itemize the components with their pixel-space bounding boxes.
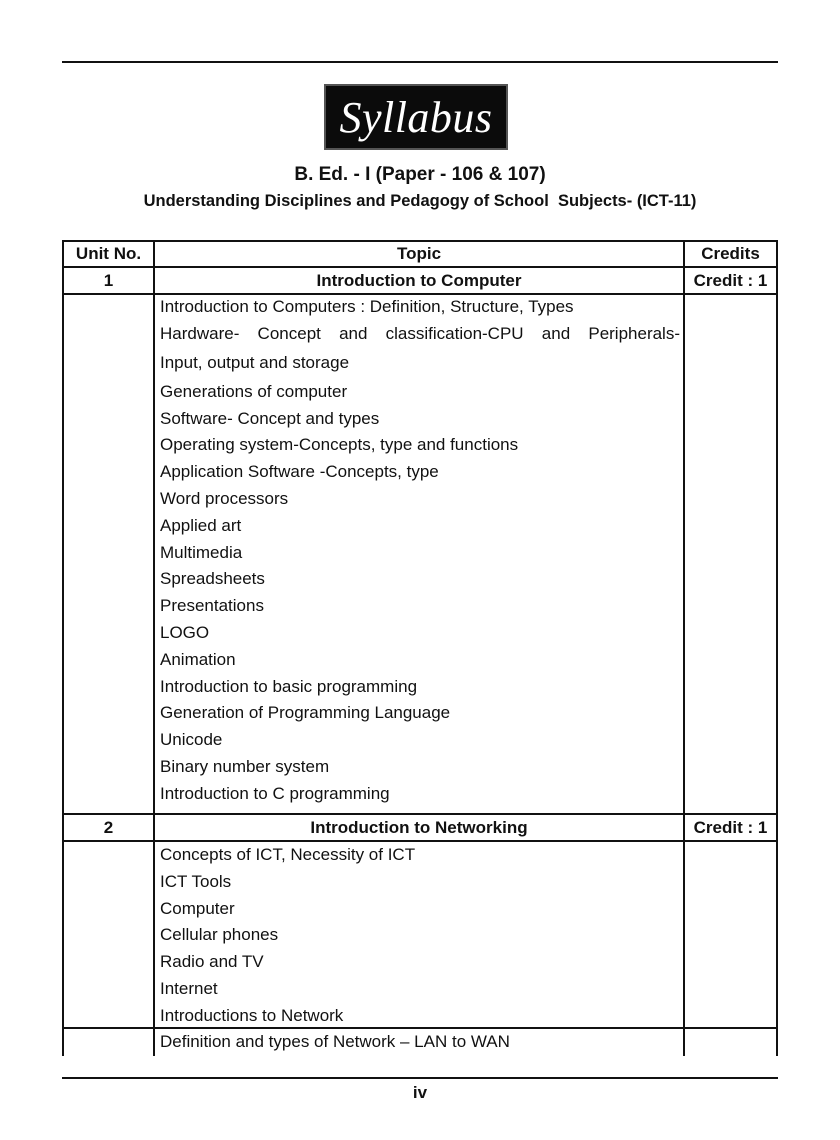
top-rule	[62, 61, 778, 63]
subtopic-item: Internet	[160, 978, 218, 998]
subtopic-item: Concepts of ICT, Necessity of ICT	[160, 845, 416, 864]
subtopic-item: Generation of Programming Language	[160, 703, 451, 723]
subtopic-item: Introduction to Computers : Definition, Structure, Types	[160, 297, 574, 316]
unit-2-topic: Introduction to Networking	[310, 818, 528, 837]
page-number: iv	[412, 1083, 428, 1102]
subtopic-line: Input, output and storage	[160, 352, 350, 372]
subtopic-item: Applied art	[160, 515, 242, 535]
subtopic-item: Introduction to basic programming	[160, 676, 418, 696]
unit-2-number: 2	[103, 818, 114, 837]
subtopic-item: Computer	[160, 898, 235, 918]
subtopic-item: Application Software -Concepts, type	[160, 462, 439, 482]
subtopic-item: Cellular phones	[160, 925, 279, 945]
subtopic-item: Introduction to C programming	[160, 783, 390, 803]
unit-2-credits: Credit : 1	[693, 818, 768, 837]
subtopic-item: Word processors	[160, 488, 289, 508]
bottom-rule	[62, 1077, 778, 1079]
subtopic-item: Multimedia	[160, 542, 243, 562]
subtopic-item: ICT Tools	[160, 871, 232, 891]
unit-1-number: 1	[103, 271, 114, 290]
subtopic-item: Spreadsheets	[160, 569, 265, 589]
subtopic-item: Presentations	[160, 596, 264, 616]
unit-1-topic: Introduction to Computer	[316, 271, 522, 290]
subtopic-item: Operating system-Concepts, type and functions	[160, 435, 519, 455]
header-unit-no: Unit No.	[75, 244, 142, 263]
subtopic-item: Software- Concept and types	[160, 408, 380, 428]
subtopic-item: Definition and types of Network – LAN to WAN	[160, 1032, 510, 1051]
course-title: B. Ed. - I (Paper - 106 & 107)	[294, 164, 546, 185]
syllabus-logo	[324, 84, 508, 150]
syllabus-table	[62, 240, 778, 1056]
subtopic-item: Unicode	[160, 730, 223, 750]
logo-text: Syllabus	[339, 92, 493, 142]
unit-1-subtopics	[160, 294, 680, 808]
subtopic-item: Introductions to Network	[160, 1005, 344, 1025]
subtopic-line: Hardware- Concept and classification-CPU and Peripherals-	[160, 323, 680, 343]
header-credits: Credits	[701, 244, 760, 263]
subtopic-item: Binary number system	[160, 756, 330, 776]
subtopic-item: Animation	[160, 649, 236, 669]
unit-1-credits: Credit : 1	[693, 271, 768, 290]
subtopic-item: LOGO	[160, 622, 210, 642]
course-subtitle: Understanding Disciplines and Pedagogy of School Subjects- (ICT-11)	[143, 192, 697, 210]
subtopic-item: Generations of computer	[160, 381, 348, 401]
subtopic-item: Radio and TV	[160, 952, 264, 972]
unit-2-subtopics	[160, 842, 680, 1030]
subtopic-item	[160, 321, 680, 379]
header-topic: Topic	[396, 244, 442, 263]
unit-2-subtopics-continued	[160, 1029, 680, 1056]
